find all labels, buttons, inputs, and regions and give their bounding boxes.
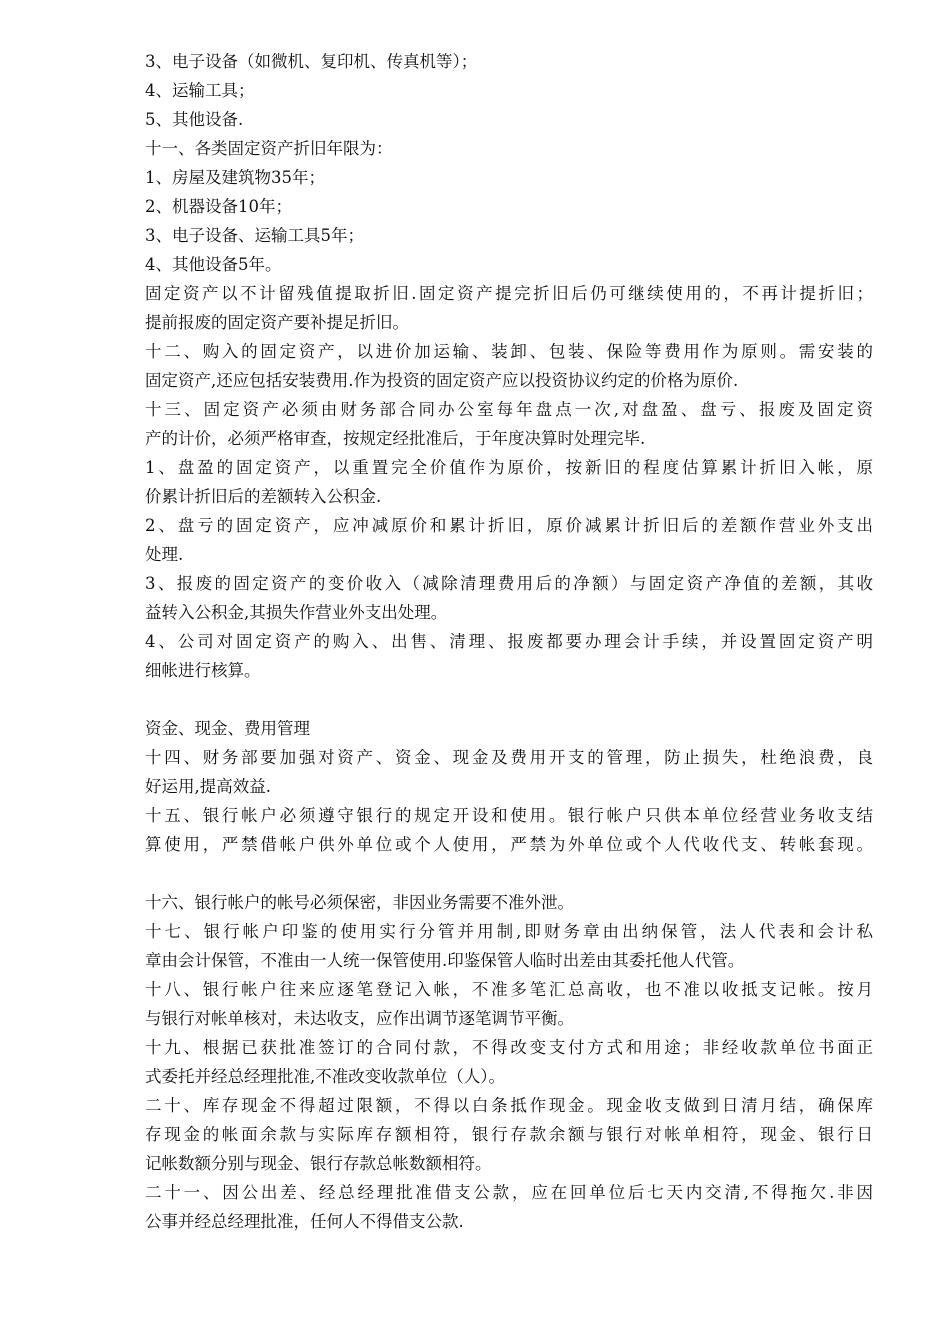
document-line: 算使用，严禁借帐户供外单位或个人使用，严禁为外单位或个人代收代支、转帐套现。 — [145, 835, 873, 854]
document-line: 好运用,提高效益. — [145, 777, 271, 796]
document-line: 十八、银行帐户往来应逐笔登记入帐，不准多笔汇总高收，也不准以收抵支记帐。按月 — [145, 980, 873, 999]
document-line: 细帐进行核算。 — [145, 661, 261, 680]
document-line: 与银行对帐单核对，未达收支，应作出调节逐笔调节平衡。 — [145, 1009, 574, 1028]
document-line: 固定资产,还应包括安装费用.作为投资的固定资产应以投资协议约定的价格为原价. — [145, 371, 739, 390]
document-line: 2、盘亏的固定资产，应冲减原价和累计折旧，原价减累计折旧后的差额作营业外支出 — [145, 516, 873, 535]
document-line: 4、公司对固定资产的购入、出售、清理、报废都要办理会计手续，并设置固定资产明 — [145, 632, 873, 651]
document-line: 益转入公积金,其损失作营业外支出处理。 — [145, 603, 448, 622]
blank-line — [145, 859, 873, 888]
document-line: 1、房屋及建筑物35年； — [145, 168, 325, 187]
document-line: 十一、各类固定资产折旧年限为： — [145, 139, 393, 158]
document-line: 章由会计保管，不准由一人统一保管使用.印鉴保管人临时出差由其委托他人代管。 — [145, 951, 745, 970]
document-line: 处理. — [145, 545, 184, 564]
document-line: 十二、购入的固定资产，以进价加运输、装卸、包装、保险等费用作为原则。需安装的 — [145, 342, 873, 361]
document-line: 十九、根据已获批准签订的合同付款，不得改变支付方式和用途；非经收款单位书面正 — [145, 1038, 873, 1057]
document-line: 资金、现金、费用管理 — [145, 719, 310, 738]
document-line: 十七、银行帐户印鉴的使用实行分管并用制,即财务章由出纳保管，法人代表和会计私 — [145, 922, 873, 941]
document-line: 存现金的帐面余款与实际库存额相符，银行存款余额与银行对帐单相符，现金、银行日 — [145, 1125, 873, 1144]
document-line: 十五、银行帐户必须遵守银行的规定开设和使用。银行帐户只供本单位经营业务收支结 — [145, 806, 873, 825]
document-line: 十三、固定资产必须由财务部合同办公室每年盘点一次,对盘盈、盘亏、报废及固定资 — [145, 400, 873, 419]
document-line: 十六、银行帐户的帐号必须保密，非因业务需要不准外泄。 — [145, 893, 574, 912]
document-line: 3、电子设备（如微机、复印机、传真机等）； — [145, 52, 478, 71]
document-line: 二十、库存现金不得超过限额，不得以白条抵作现金。现金收支做到日清月结，确保库 — [145, 1096, 873, 1115]
document-line: 1、盘盈的固定资产，以重置完全价值作为原价，按新旧的程度估算累计折旧入帐，原 — [145, 458, 873, 477]
blank-line — [145, 685, 873, 714]
document-line: 产的计价，必须严格审查，按规定经批准后，于年度决算时处理完毕. — [145, 429, 646, 448]
document-line: 3、报废的固定资产的变价收入（减除清理费用后的净额）与固定资产净值的差额，其收 — [145, 574, 873, 593]
document-line: 2、机器设备10年； — [145, 197, 292, 216]
document-line: 二十一、因公出差、经总经理批准借支公款，应在回单位后七天内交清,不得拖欠.非因 — [145, 1183, 873, 1202]
document-line: 固定资产以不计留残值提取折旧.固定资产提完折旧后仍可继续使用的，不再计提折旧； — [145, 284, 873, 303]
document-line: 4、运输工具； — [145, 81, 255, 100]
document-body — [145, 47, 873, 1236]
document-line: 4、其他设备5年。 — [145, 255, 282, 274]
document-line: 式委托并经总经理批准,不准改变收款单位（人）。 — [145, 1067, 505, 1086]
document-line: 5、其他设备. — [145, 110, 244, 129]
document-line: 记帐数额分别与现金、银行存款总帐数额相符。 — [145, 1154, 492, 1173]
document-line: 价累计折旧后的差额转入公积金. — [145, 487, 382, 506]
document-line: 提前报废的固定资产要补提足折旧。 — [145, 313, 409, 332]
document-line: 十四、财务部要加强对资产、资金、现金及费用开支的管理，防止损失，杜绝浪费，良 — [145, 748, 873, 767]
document-line: 3、电子设备、运输工具5年； — [145, 226, 364, 245]
document-line: 公事并经总经理批准，任何人不得借支公款. — [145, 1212, 464, 1231]
